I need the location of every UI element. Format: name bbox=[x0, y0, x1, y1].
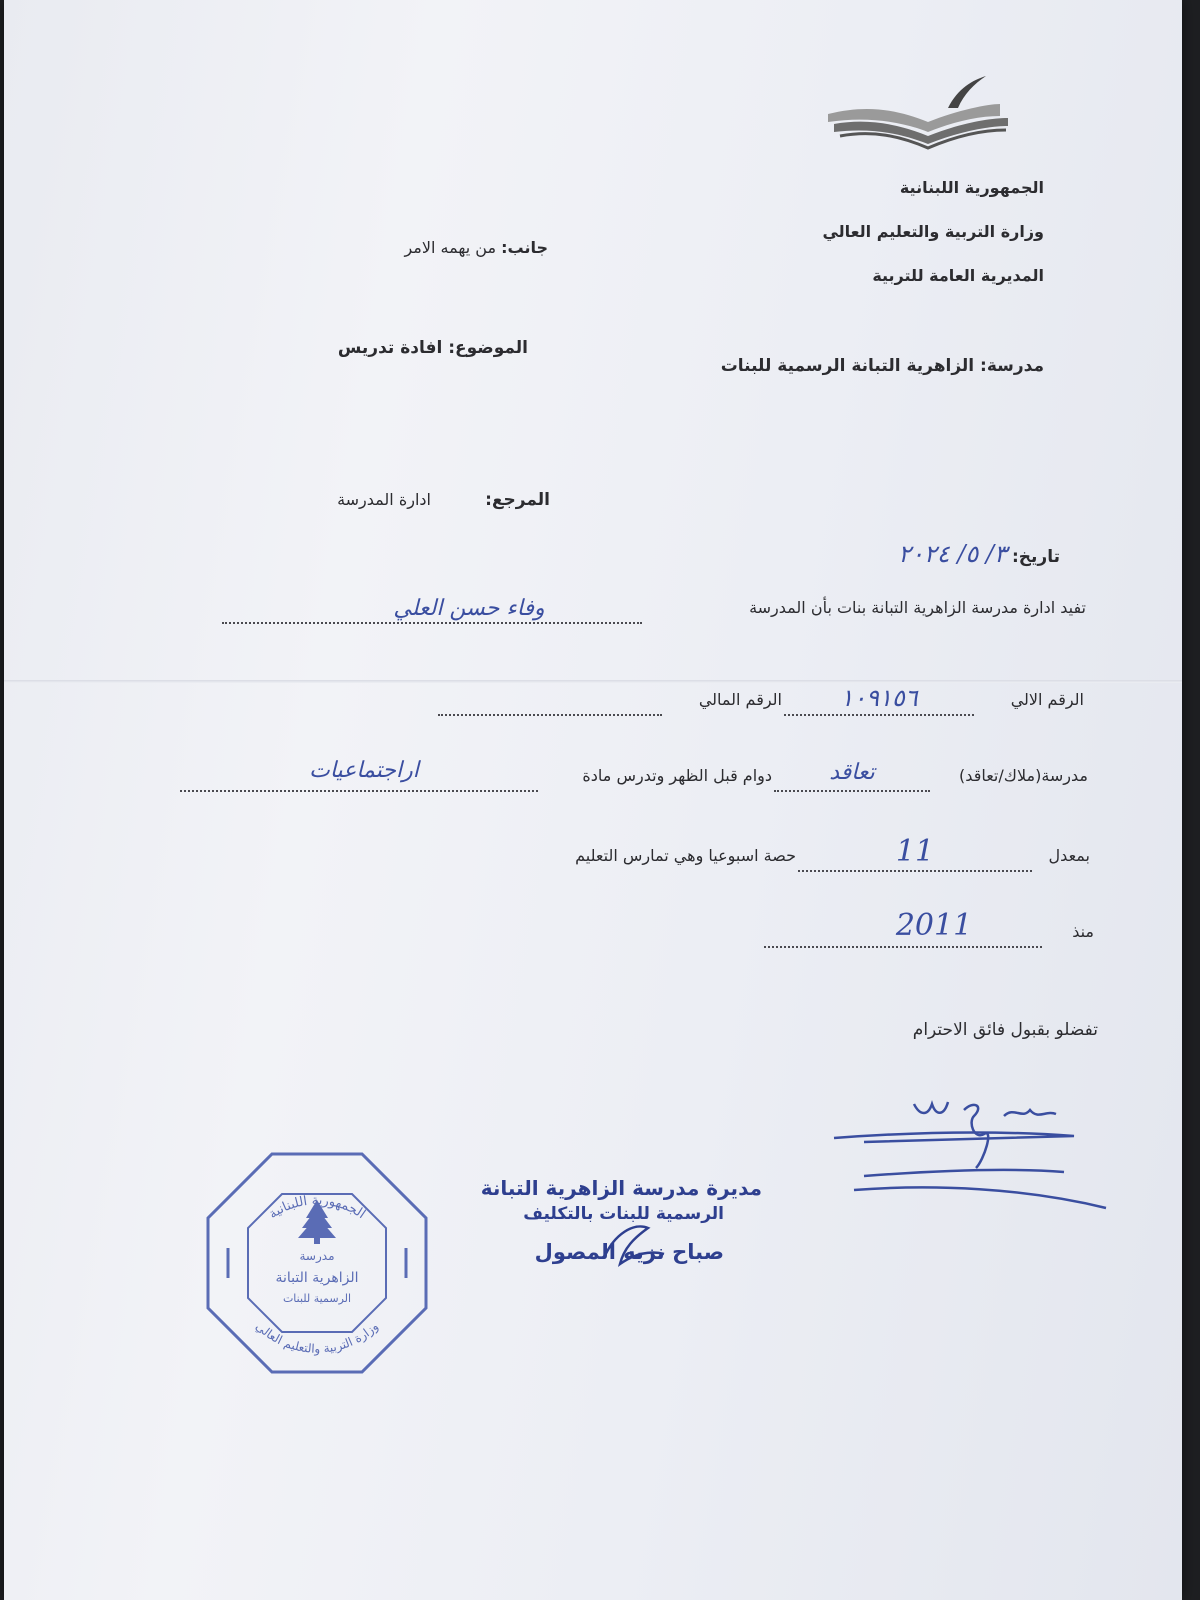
name-dotted-line bbox=[222, 622, 642, 624]
subject-taught-value: اراجتماعيات bbox=[309, 758, 419, 783]
finance-number-dotted-line bbox=[438, 714, 662, 716]
auto-number-label: الرقم الالي bbox=[1010, 690, 1084, 709]
principal-stamp-line1: مديرة مدرسة الزاهرية التبانة bbox=[480, 1176, 762, 1200]
letter-paper bbox=[4, 0, 1182, 1600]
addressee bbox=[324, 238, 548, 257]
seal-ring-bottom: وزارة التربية والتعليم العالي bbox=[253, 1319, 381, 1356]
rate-label: بمعدل bbox=[1048, 846, 1090, 865]
subject-taught-dotted-line bbox=[180, 790, 538, 792]
paper-fold bbox=[4, 680, 1182, 683]
weekly-hours-value: 11 bbox=[895, 834, 935, 869]
body-line3-middle: دوام قبل الظهر وتدرس مادة bbox=[582, 766, 772, 785]
body-line4-suffix: حصة اسبوعيا وهي تمارس التعليم bbox=[575, 846, 796, 865]
contract-type-dotted-line bbox=[774, 790, 930, 792]
seal-center-line1: مدرسة bbox=[299, 1249, 335, 1263]
reference-value: ادارة المدرسة bbox=[337, 490, 431, 509]
date-line bbox=[784, 540, 1060, 568]
ministry-logo-icon bbox=[828, 74, 1028, 164]
since-year-value: 2011 bbox=[895, 908, 973, 943]
subject-value: افادة تدريس bbox=[337, 338, 443, 358]
contract-type-label: مدرسة(ملاك/تعاقد) bbox=[959, 766, 1088, 785]
date-label: تاريخ: bbox=[1012, 547, 1060, 567]
country-name: الجمهورية اللبنانية bbox=[899, 178, 1044, 197]
since-year-dotted-line bbox=[764, 946, 1042, 948]
addressee-label: جانب: bbox=[501, 238, 548, 257]
teacher-name: وفاء حسن العلي bbox=[393, 596, 545, 621]
seal-ring-top: الجمهورية اللبنانية bbox=[266, 1193, 369, 1223]
subject-label: الموضوع: bbox=[448, 338, 528, 358]
principal-initials bbox=[594, 1214, 674, 1274]
reference-line bbox=[274, 490, 550, 510]
principal-stamp-line3: صباح نزيه المصول bbox=[534, 1240, 724, 1264]
auto-number-value: ١٠٩١٥٦ bbox=[840, 684, 918, 712]
seal-center-line3: الرسمية للبنات bbox=[282, 1292, 352, 1305]
hours-dotted-line bbox=[798, 870, 1032, 872]
subject-line bbox=[302, 338, 528, 358]
finance-number-label: الرقم المالي bbox=[698, 690, 782, 709]
principal-stamp-line2: الرسمية للبنات بالتكليف bbox=[523, 1204, 724, 1224]
handwritten-signature bbox=[824, 1080, 1124, 1240]
svg-text:وزارة التربية والتعليم العالي bbox=[253, 1319, 382, 1357]
school-name: مدرسة: الزاهرية التبانة الرسمية للبنات bbox=[720, 356, 1044, 376]
body-line1-prefix: تفيد ادارة مدرسة الزاهرية التبانة بنات بأن المدرسة bbox=[749, 598, 1086, 617]
date-value: ٣/ ٥/ ٢٠٢٤ bbox=[898, 540, 1007, 568]
seal-center-line2: الزاهرية التبانة bbox=[275, 1270, 359, 1286]
directorate-name: المديرية العامة للتربية bbox=[872, 266, 1044, 285]
ministry-name: وزارة التربية والتعليم العالي bbox=[822, 222, 1044, 241]
addressee-value: من يهمه الامر bbox=[404, 238, 497, 257]
auto-number-dotted-line bbox=[784, 714, 974, 716]
reference-label: المرجع: bbox=[485, 490, 550, 510]
since-label: منذ bbox=[1072, 922, 1094, 941]
closing-line: تفضلو بقبول فائق الاحترام bbox=[912, 1020, 1098, 1040]
official-seal bbox=[202, 1148, 432, 1378]
contract-type-value: تعاقد bbox=[829, 760, 875, 785]
